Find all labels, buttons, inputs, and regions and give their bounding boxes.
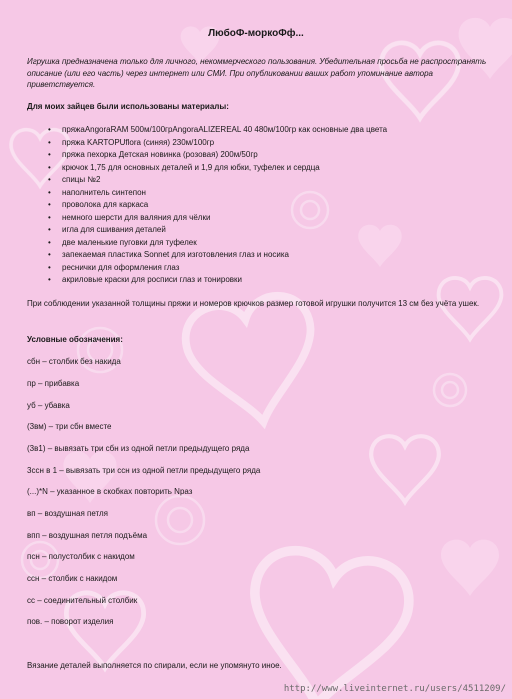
abbreviation-item: пов. – поворот изделия — [27, 617, 114, 626]
abbreviation-item: (3вм) – три сбн вместе — [27, 422, 112, 431]
list-item: • наполнитель синтепон — [0, 187, 387, 200]
abbreviation-item: сс – соединительный столбик — [27, 596, 138, 605]
abbreviation-item: сбн – столбик без накида — [27, 357, 121, 366]
abbreviations-heading: Условные обозначения: — [27, 335, 123, 344]
size-note: При соблюдении указанной толщины пряжи и номеров крючков размер готовой игрушки получится 13 см без учёта ушек. — [27, 299, 480, 308]
list-item: • акриловые краски для росписи глаз и тонировки — [0, 274, 387, 287]
abbreviation-item: (...)*N – указанное в скобках повторить Nраз — [27, 487, 193, 496]
watermark-url: http://www.liveinternet.ru/users/4511209/ — [283, 684, 506, 694]
list-item: • пряжа KARTOPUflora (синяя) 230м/100гр — [0, 137, 387, 150]
usage-notice: Игрушка предназначена только для личного, некоммерческого пользования. Убедительная просьба не распространять описание (или его часть) через интернет или СМИ. При опубликовании ваших работ упоминание автора приветствуется. — [27, 57, 487, 89]
materials-list — [0, 124, 387, 287]
abbreviation-item: вп – воздушная петля — [27, 509, 108, 518]
list-item: • запекаемая пластика Sonnet для изготовления глаз и носика — [0, 249, 387, 262]
list-item: • немного шерсти для валяния для чёлки — [0, 212, 387, 225]
list-item: • крючок 1,75 для основных деталей и 1,9 для юбки, туфелек и сердца — [0, 162, 387, 175]
abbreviation-item: ссн – столбик с накидом — [27, 574, 118, 583]
abbreviation-item: 3ссн в 1 – вывязать три ссн из одной петли предыдущего ряда — [27, 466, 261, 475]
list-item: • реснички для оформления глаз — [0, 262, 387, 275]
footer-note: Вязание деталей выполняется по спирали, если не упомянуто иное. — [27, 661, 282, 670]
list-item: • проволока для каркаса — [0, 199, 387, 212]
abbreviation-item: пр – прибавка — [27, 379, 80, 388]
abbreviation-item: псн – полустолбик с накидом — [27, 552, 135, 561]
abbreviation-item: уб – убавка — [27, 401, 70, 410]
list-item: • игла для сшивания деталей — [0, 224, 387, 237]
list-item: • пряжа пехорка Детская новинка (розовая) 200м/50гр — [0, 149, 387, 162]
abbreviation-item: впп – воздушная петля подъёма — [27, 531, 148, 540]
list-item: • две маленькие пуговки для туфелек — [0, 237, 387, 250]
materials-heading: Для моих зайцев были использованы материалы: — [27, 102, 229, 111]
abbreviation-item: (3в1) – вывязать три сбн из одной петли предыдущего ряда — [27, 444, 250, 453]
list-item: • спицы №2 — [0, 174, 387, 187]
page-title: ЛюбоФ-моркоФф... — [208, 28, 304, 39]
list-item: • пряжаAngoraRAM 500м/100грAngoraALIZEREAL 40 480м/100гр как основные два цвета — [0, 124, 387, 137]
